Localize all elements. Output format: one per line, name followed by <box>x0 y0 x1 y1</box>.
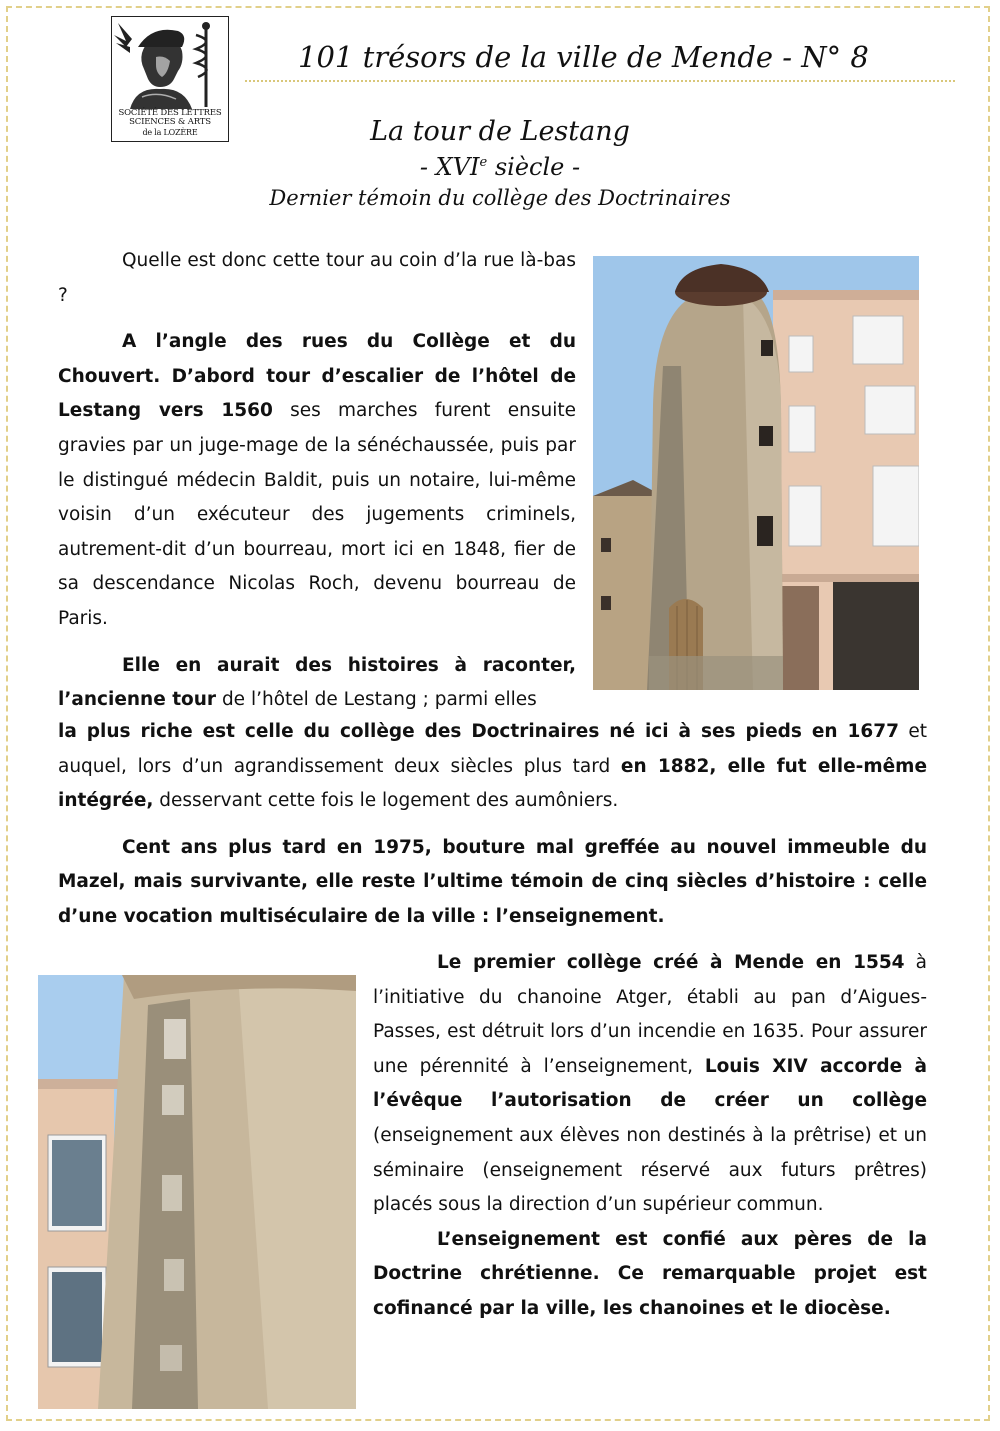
logo-line-3: de la LOZÈRE <box>142 128 198 137</box>
paragraph-2-text: ses marches furent ensuite gravies par un juge-mage de la sénéchaussée, puis par le distingué médecin Baldit, puis un notaire, lui-même voisin d’un exécuteur des jugements criminels, autrement-dit d’un bourreau, mort ici en 1848, fier de sa descendance Nicolas Roch, devenu bourreau de Paris. <box>58 400 577 629</box>
paragraph-3-text-3: desservant cette fois le logement des aumôniers. <box>153 790 619 812</box>
paragraph-3-text-1: de l’hôtel de Lestang ; parmi elles <box>216 689 537 711</box>
text-full-width <box>58 715 927 935</box>
century-sup: e <box>479 155 488 170</box>
paragraph-1: Quelle est donc cette tour au coin d’la rue là-bas ? <box>58 250 576 306</box>
hermes-head-icon <box>112 17 227 109</box>
text-column-bottom <box>373 946 927 1327</box>
series-title: 101 trésors de la ville de Mende - N° 8 <box>298 40 869 74</box>
paragraph-2-bold: A l’angle des rues du Collège et du Chouvert. D’abord tour d’escalier de l’hôtel de Lestang vers 1560 <box>58 331 576 422</box>
paragraph-3-continued <box>58 715 927 819</box>
tower-photo-bottom <box>38 975 356 1409</box>
header-divider <box>245 80 955 82</box>
paragraph-3-start <box>58 649 576 718</box>
page-title: La tour de Lestang <box>370 116 630 147</box>
century-line <box>0 153 1000 181</box>
century-prefix: - XVI <box>419 153 480 181</box>
logo-line-1: SOCIÉTÉ DES LETTRES <box>118 108 222 118</box>
paragraph-3-bold-3: en 1882, elle fut elle-même intégrée, <box>58 755 927 812</box>
paragraph-4 <box>58 831 927 935</box>
paragraph-3-bold-1: Elle en aurait des histoires à raconter, l’ancienne tour <box>58 654 576 711</box>
paragraph-5-bold-1: Le premier collège créé à Mende en 1554 <box>437 952 905 973</box>
paragraph-3-bold-2: la plus riche est celle du collège des Doctrinaires né ici à ses pieds en 1677 <box>58 721 899 742</box>
paragraph-5-text-1: à l’initiative du chanoine Atger, établi au pan d’Aigues-Passes, est détruit lors d’un incendie en 1635. Pour assurer une pérennité à l’enseignement, <box>373 952 927 1077</box>
logo-line-2: SCIENCES & ARTS <box>129 117 211 127</box>
paragraph-3-text-2: et auquel, lors d’un agrandissement deux siècles plus tard <box>58 721 927 777</box>
paragraph-2 <box>58 325 576 636</box>
paragraph-5-bold-2: Louis XIV accorde à l’évêque l’autorisation de créer un collège <box>373 1055 927 1112</box>
text-column-top <box>58 244 576 718</box>
paragraph-6 <box>373 1223 927 1327</box>
century-suffix: siècle - <box>487 153 581 181</box>
paragraph-5 <box>373 946 927 1223</box>
paragraph-6-bold: L’enseignement est confié aux pères de la Doctrine chrétienne. Ce remarquable projet est cofinancé par la ville, les chanoines et le diocèse. <box>373 1228 927 1319</box>
paragraph-4-bold: Cent ans plus tard en 1975, bouture mal greffée au nouvel immeuble du Mazel, mais survivante, elle reste l’ultime témoin de cinq siècles d’histoire : celle d’une vocation multiséculaire de la ville : l’enseignement. <box>58 836 927 927</box>
page-subtitle: Dernier témoin du collège des Doctrinaires <box>269 186 731 210</box>
paragraph-5-text-2: (enseignement aux élèves non destinés à la prêtrise) et un séminaire (enseignement réservé aux futurs prêtres) placés sous la direction d’un supérieur commun. <box>373 1124 927 1216</box>
tower-photo-top <box>593 256 919 690</box>
